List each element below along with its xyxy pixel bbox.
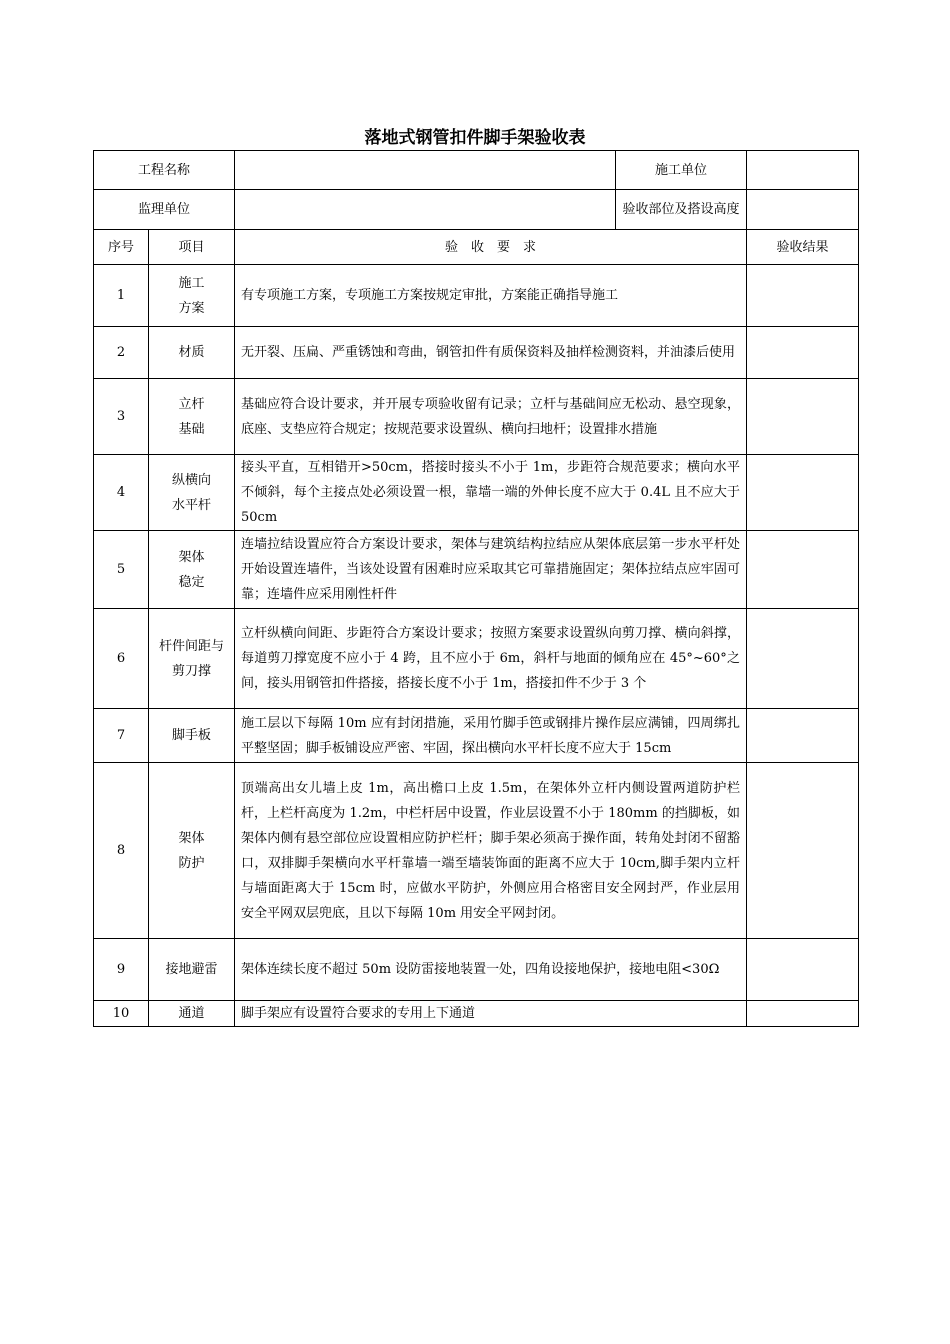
- row-requirement: 施工层以下每隔 10m 应有封闭措施，采用竹脚手笆或钢排片操作层应满铺，四周绑扎平整坚固；脚手板铺设应严密、牢固，探出横向水平杆长度不应大于 15cm: [235, 709, 747, 763]
- header-row-supervision: [94, 190, 859, 230]
- row-number: 4: [94, 455, 149, 531]
- construction-unit-field[interactable]: [747, 151, 859, 190]
- row-requirement: 有专项施工方案，专项施工方案按规定审批，方案能正确指导施工: [235, 265, 747, 327]
- supervision-unit-label: 监理单位: [94, 190, 235, 230]
- acceptance-part-field[interactable]: [747, 190, 859, 230]
- table-row: [94, 939, 859, 1001]
- row-number: 6: [94, 609, 149, 709]
- column-header-no: 序号: [94, 230, 149, 265]
- page-title: 落地式钢管扣件脚手架验收表: [364, 128, 586, 148]
- row-item: 施工 方案: [149, 265, 235, 327]
- column-header-row: [94, 230, 859, 265]
- acceptance-part-label: 验收部位及搭设高度: [616, 190, 747, 230]
- row-number: 3: [94, 379, 149, 455]
- row-requirement: 基础应符合设计要求，并开展专项验收留有记录；立杆与基础间应无松动、悬空现象，底座、支垫应符合规定；按规范要求设置纵、横向扫地杆；设置排水措施: [235, 379, 747, 455]
- table-row: [94, 327, 859, 379]
- row-requirement: 连墙拉结设置应符合方案设计要求，架体与建筑结构拉结应从架体底层第一步水平杆处开始设置连墙件，当该处设置有困难时应采取其它可靠措施固定；架体拉结点应牢固可靠；连墙件应采用刚性杆件: [235, 531, 747, 609]
- row-item: 通道: [149, 1001, 235, 1027]
- row-number: 2: [94, 327, 149, 379]
- acceptance-table: [93, 150, 859, 1027]
- row-number: 7: [94, 709, 149, 763]
- row-result-field[interactable]: [747, 379, 859, 455]
- row-number: 5: [94, 531, 149, 609]
- table-row: [94, 265, 859, 327]
- supervision-unit-field[interactable]: [235, 190, 616, 230]
- table-row: [94, 1001, 859, 1027]
- row-item: 架体 防护: [149, 763, 235, 939]
- table-row: [94, 763, 859, 939]
- row-result-field[interactable]: [747, 939, 859, 1001]
- row-requirement: 接头平直，互相错开>50cm，搭接时接头不小于 1m，步距符合规范要求；横向水平不倾斜，每个主接点处必须设置一根，靠墙一端的外伸长度不应大于 0.4L 且不应大于 50cm: [235, 455, 747, 531]
- table-row: [94, 455, 859, 531]
- row-number: 1: [94, 265, 149, 327]
- row-requirement: 立杆纵横向间距、步距符合方案设计要求；按照方案要求设置纵向剪刀撑、横向斜撑，每道剪刀撑宽度不应小于 4 跨，且不应小于 6m，斜杆与地面的倾角应在 45°~60°之间，接头用钢管扣件搭接，搭接长度不小于 1m，搭接扣件不少于 3 个: [235, 609, 747, 709]
- row-item: 架体 稳定: [149, 531, 235, 609]
- project-name-field[interactable]: [235, 151, 616, 190]
- row-result-field[interactable]: [747, 709, 859, 763]
- project-name-label: 工程名称: [94, 151, 235, 190]
- row-requirement: 无开裂、压扁、严重锈蚀和弯曲，钢管扣件有质保资料及抽样检测资料，并油漆后使用: [235, 327, 747, 379]
- row-result-field[interactable]: [747, 455, 859, 531]
- table-row: [94, 609, 859, 709]
- construction-unit-label: 施工单位: [616, 151, 747, 190]
- row-result-field[interactable]: [747, 763, 859, 939]
- row-number: 8: [94, 763, 149, 939]
- row-requirement: 架体连续长度不超过 50m 设防雷接地装置一处，四角设接地保护，接地电阻<30Ω: [235, 939, 747, 1001]
- row-item: 纵横向 水平杆: [149, 455, 235, 531]
- row-result-field[interactable]: [747, 1001, 859, 1027]
- row-number: 9: [94, 939, 149, 1001]
- header-row-project: [94, 151, 859, 190]
- column-header-item: 项目: [149, 230, 235, 265]
- table-row: [94, 379, 859, 455]
- row-result-field[interactable]: [747, 327, 859, 379]
- row-item: 接地避雷: [149, 939, 235, 1001]
- row-item: 立杆 基础: [149, 379, 235, 455]
- column-header-requirement: 验 收 要 求: [235, 230, 747, 265]
- table-row: [94, 709, 859, 763]
- row-result-field[interactable]: [747, 609, 859, 709]
- row-result-field[interactable]: [747, 265, 859, 327]
- column-header-result: 验收结果: [747, 230, 859, 265]
- row-item: 脚手板: [149, 709, 235, 763]
- row-item: 杆件间距与 剪刀撑: [149, 609, 235, 709]
- table-row: [94, 531, 859, 609]
- row-item: 材质: [149, 327, 235, 379]
- row-requirement: 脚手架应有设置符合要求的专用上下通道: [235, 1001, 747, 1027]
- row-requirement: 顶端高出女儿墙上皮 1m，高出檐口上皮 1.5m，在架体外立杆内侧设置两道防护栏杆，上栏杆高度为 1.2m，中栏杆居中设置，作业层设置不小于 180mm 的挡脚板，如架体内侧有悬空部位应设置相应防护栏杆；脚手架必须高于操作面，转角处封闭不留豁口，双排脚手架横向水平杆靠墙一端至墙装饰面的距离不应大于 10cm,脚手架内立杆与墙面距离大于 15cm 时，应做水平防护，外侧应用合格密目安全网封严，作业层用安全平网双层兜底，且以下每隔 10m 用安全平网封闭。: [235, 763, 747, 939]
- row-result-field[interactable]: [747, 531, 859, 609]
- row-number: 10: [94, 1001, 149, 1027]
